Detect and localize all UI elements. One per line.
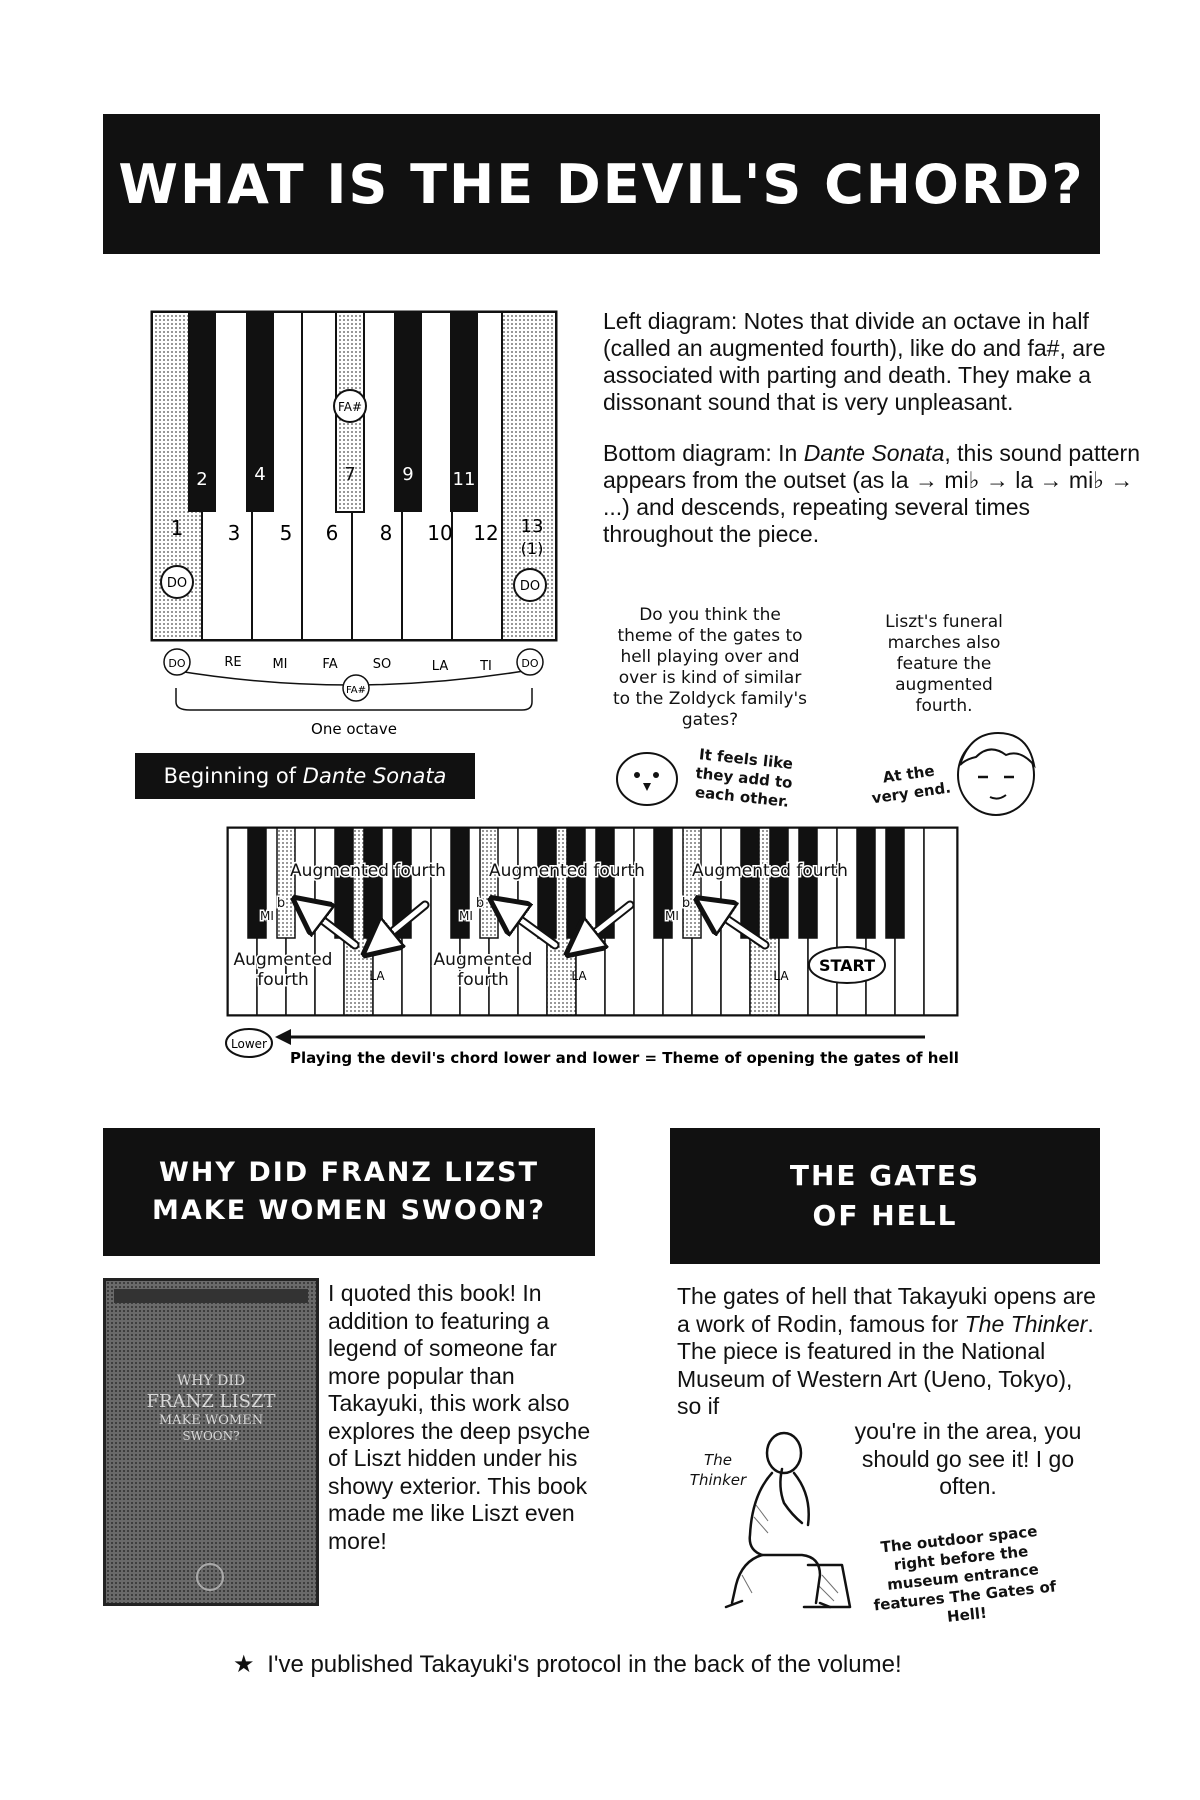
mi-flat-label-3: MI [665,909,679,923]
key-number-3: 3 [227,521,241,545]
key-number-10: 10 [427,521,453,545]
gates-section-banner [670,1128,1100,1264]
flat-mark-3: b [681,896,691,911]
aug-fourth-lower-1a: Augmented [233,950,333,970]
key-number-12: 12 [473,521,499,545]
aug-fourth-lower-1b: fourth [257,970,309,990]
key-number-1: 1 [170,516,184,540]
book-title-line1: WHY DID [176,1373,246,1389]
scale-note-do-low: DO [168,657,186,670]
star-icon: ★ [233,1651,255,1678]
black-key [770,828,788,938]
page-title: WHAT IS THE DEVIL'S CHORD? [118,152,1085,216]
scale-note-la: LA [431,659,449,674]
aug-fourth-label-3: Augmented fourth [692,861,848,881]
lower-label: Lower [231,1037,267,1051]
black-key [799,828,817,938]
la-label-3: LA [773,969,789,983]
explanation-text [603,308,1143,572]
la-label-2: LA [571,969,587,983]
outdoor-note: The outdoor space right before the museum entrance features The Gates of Hell! [872,1522,1058,1626]
bird-character [612,745,682,807]
black-key [683,828,701,938]
black-key [277,828,295,938]
book-title-line2: FRANZ LISZT [146,1391,276,1412]
key-number-6: 6 [325,521,339,545]
scale-note-fa-sharp: FA# [345,685,367,696]
aug-fourth-label-2: Augmented fourth [489,861,645,881]
flat-mark-2: b [475,896,485,911]
black-key [364,828,382,938]
footer-note [233,1650,1133,1680]
do-marker-low: DO [166,576,188,591]
key-number-7: 7 [344,464,356,485]
key-number-11: 11 [452,469,476,490]
thinker-label: The Thinker [689,1451,747,1489]
bird-reply: It feels like they add to each other. [694,745,794,811]
liszt-note-bubble: Liszt's funeral marches also feature the augmented fourth. [885,612,1003,716]
gates-section-text-bottom: you're in the area, you should go see it! I go often. [854,1418,1082,1499]
liszt-section-text: I quoted this book! In addition to featuring a legend of someone far more popular than Takayuki, this work also explores the deep psyche of Liszt hidden under his showy exterior. This book made me like Liszt even more! [328,1280,591,1554]
key-number-4: 4 [254,464,266,485]
black-key [857,828,875,938]
gates-section-title-line2: OF HELL [812,1199,958,1232]
key-number-13: 13 [520,516,544,537]
scale-note-re: RE [224,655,242,670]
mi-flat-label-1: MI [260,909,274,923]
key-number-5: 5 [279,521,293,545]
boy-reply: At the very end. [870,761,952,808]
black-key [567,828,585,938]
key-number-2: 2 [196,469,208,490]
liszt-section-banner [103,1128,595,1256]
book-title-line3: MAKE WOMEN [158,1413,264,1428]
bottom-black-keys [248,828,904,938]
black-key [335,828,353,938]
page-title-banner [103,114,1100,254]
flat-mark-1: b [276,896,286,911]
aug-fourth-lower-2b: fourth [457,970,509,990]
scale-note-mi: MI [272,657,288,672]
la-label-1: LA [369,969,385,983]
do-marker-high: DO [519,579,541,594]
start-label: START [818,956,876,975]
boy-character [950,725,1040,820]
octave-caption: One octave [311,720,397,738]
black-key [538,828,556,938]
liszt-section-title-line1: WHY DID FRANZ LIZST [159,1157,539,1188]
scale-note-fa: FA [322,657,338,672]
liszt-section-title-line2: MAKE WOMEN SWOON? [152,1195,546,1226]
book-title-line4: SWOON? [182,1429,240,1443]
thinker-statue-sketch [712,1425,862,1610]
key-number-1-repeat: (1) [520,539,544,558]
key-number-9: 9 [402,464,414,485]
explanation-bottom-diagram: Bottom diagram: In Dante Sonata, this sound pattern appears from the outset (as la → mi♭ → la → mi♭ → ...) and descends, repeating several times throughout the piece. [603,440,1140,547]
scale-note-do-high: DO [521,657,539,670]
aug-fourth-lower-2a: Augmented [433,950,533,970]
key-number-8: 8 [379,521,393,545]
theme-caption: Playing the devil's chord lower and lower = Theme of opening the gates of hell [290,1049,959,1067]
black-key [741,828,759,938]
scale-note-so: SO [372,657,392,672]
footer-text: I've published Takayuki's protocol in the back of the volume! [267,1651,902,1678]
sonata-label: Beginning of Dante Sonata [135,753,475,799]
question-bubble: Do you think the theme of the gates to hell playing over and over is kind of similar to the Zoldyck family's gates? [613,605,807,730]
octave-keyboard-diagram [150,310,560,740]
gates-section-text-top: The gates of hell that Takayuki opens are a work of Rodin, famous for The Thinker. The piece is featured in the National Museum of Western Art (Ueno, Tokyo), so if [677,1283,1096,1419]
mi-flat-label-2: MI [459,909,473,923]
gates-section-title-line1: THE GATES [789,1159,981,1192]
explanation-left-diagram: Left diagram: Notes that divide an octave in half (called an augmented fourth), like do and fa#, are associated with parting and death. They make a dissonant sound that is very unpleasant. [603,308,1106,415]
aug-fourth-label-1: Augmented fourth [290,861,446,881]
black-key [480,828,498,938]
fa-sharp-marker: FA# [337,400,363,414]
black-key [886,828,904,938]
book-cover [103,1278,319,1606]
scale-note-ti: TI [480,659,492,674]
dante-sonata-keyboard [225,825,970,1070]
white-key [924,828,957,1015]
